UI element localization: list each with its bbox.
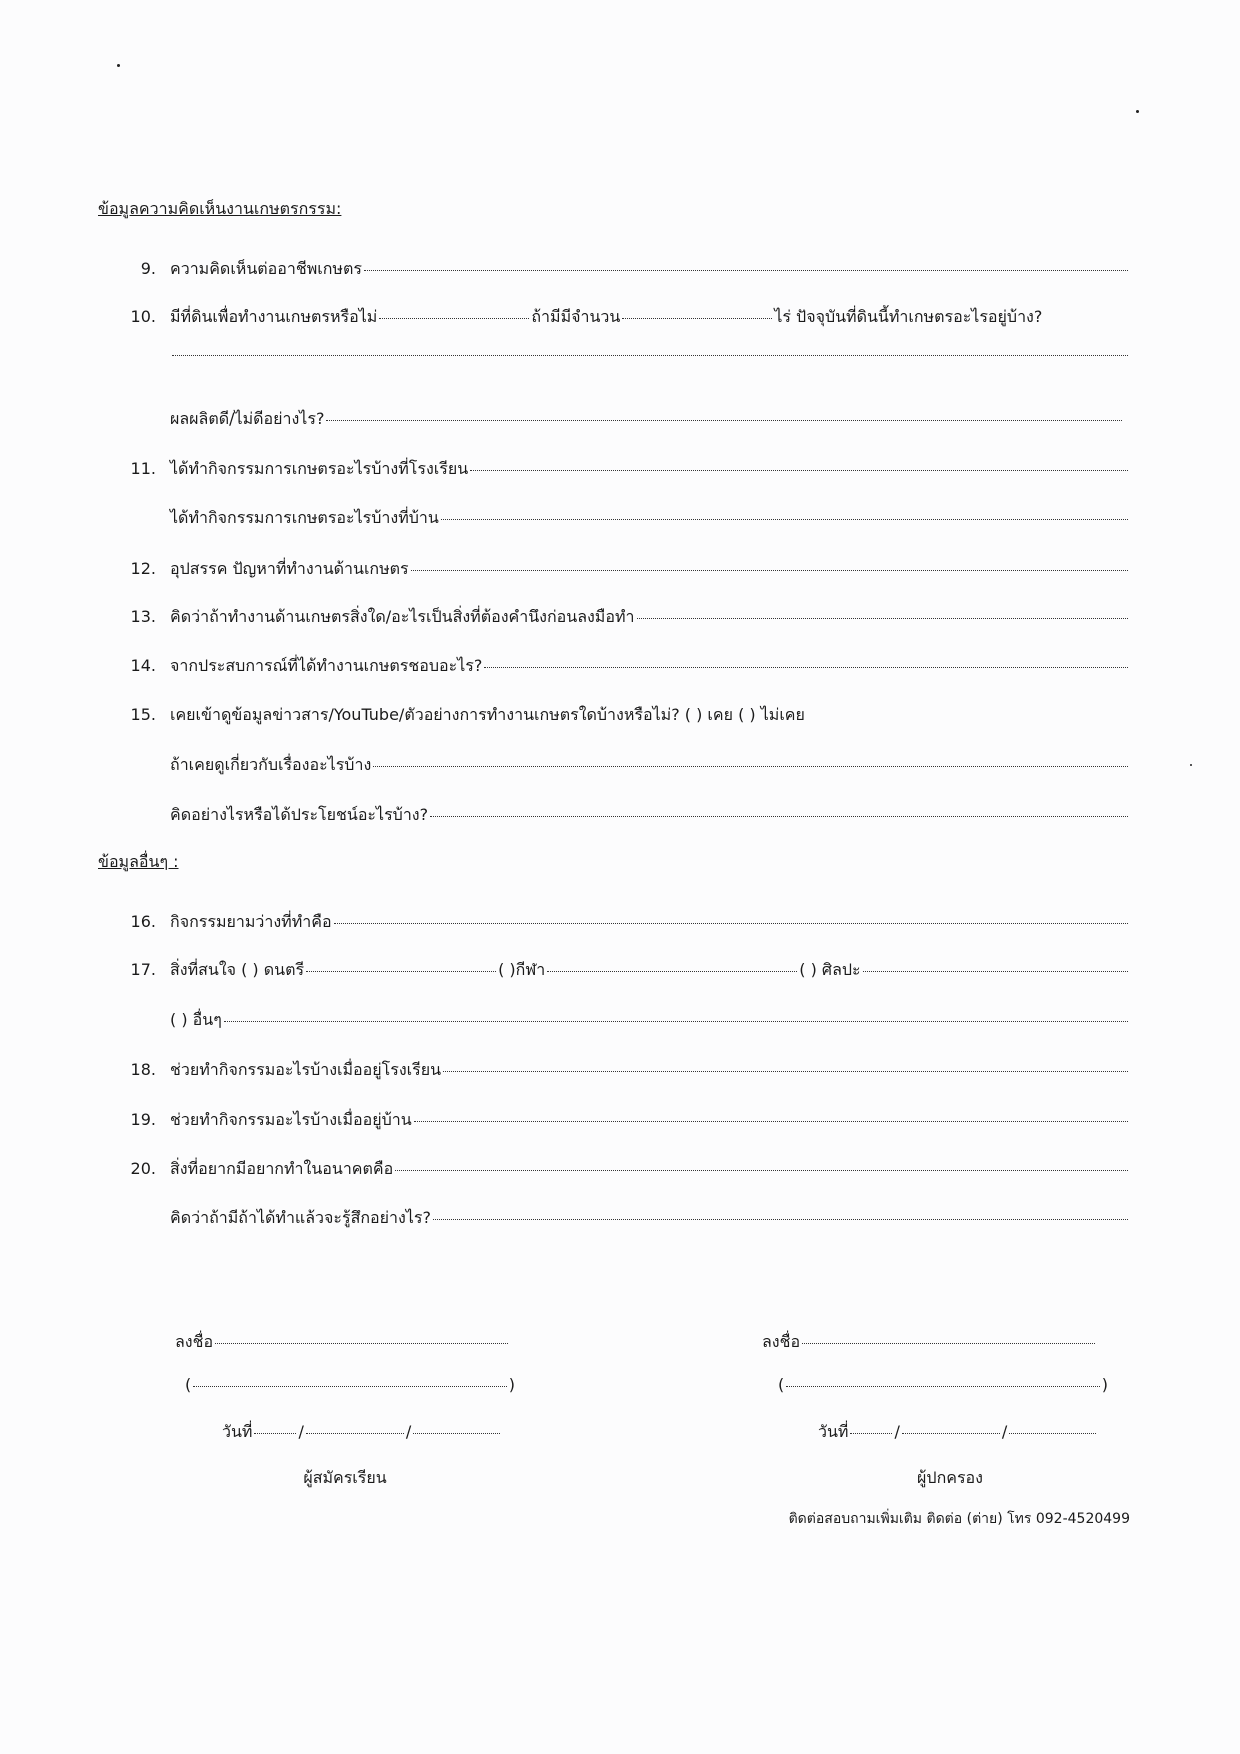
guardian-date-line: [818, 1420, 1098, 1445]
question-text: ไร่ ปัจจุบันที่ดินนี้ทำเกษตรอะไรอยู่บ้าง?: [774, 307, 1043, 326]
answer-line[interactable]: [470, 469, 1128, 471]
month-field[interactable]: [306, 1432, 404, 1434]
question-number: 12.: [130, 559, 156, 578]
question-text: ผลผลิตดี/ไม่ดีอย่างไร?: [170, 409, 325, 428]
section-title-other: ข้อมูลอื่นๆ :: [98, 852, 179, 871]
date-label: วันที่: [222, 1422, 253, 1441]
section-title-agriculture: ข้อมูลความคิดเห็นงานเกษตรกรรม:: [98, 199, 342, 218]
question-14: [118, 654, 1130, 679]
answer-line[interactable]: [622, 317, 772, 319]
answer-line[interactable]: [441, 518, 1128, 520]
question-number: 13.: [130, 607, 156, 626]
question-17-other: [170, 1008, 1130, 1033]
applicant-role: ผู้สมัครเรียน: [303, 1468, 387, 1487]
answer-line[interactable]: [863, 970, 1128, 972]
question-text: ( ) อื่นๆ: [170, 1010, 222, 1029]
question-15-topics: [170, 753, 1130, 778]
date-slash: /: [1001, 1422, 1008, 1441]
answer-line[interactable]: [433, 1218, 1128, 1220]
date-label: วันที่: [818, 1422, 849, 1441]
contact-text: ติดต่อสอบถามเพิ่มเติม ติดต่อ (ต่าย) โทร 092-4520499: [788, 1511, 1130, 1527]
answer-line[interactable]: [373, 765, 1128, 767]
question-text: กิจกรรมยามว่างที่ทำคือ: [170, 912, 332, 931]
question-16: [118, 910, 1130, 935]
question-number: 14.: [130, 656, 156, 675]
question-text: ถ้ามีมีจำนวน: [531, 307, 621, 326]
question-text: ความคิดเห็นต่ออาชีพเกษตร: [170, 259, 362, 278]
date-slash: /: [894, 1422, 900, 1441]
question-11: [118, 457, 1130, 482]
question-text: ถ้าเคยดูเกี่ยวกับเรื่องอะไรบ้าง: [170, 755, 372, 774]
question-18: [118, 1058, 1130, 1083]
scan-speck: [1190, 764, 1192, 766]
question-number: 9.: [140, 259, 156, 278]
guardian-sign-line: [762, 1330, 1097, 1355]
name-field[interactable]: [786, 1385, 1100, 1387]
question-text: อุปสรรค ปัญหาที่ทำงานด้านเกษตร: [170, 559, 409, 578]
year-field[interactable]: [1009, 1432, 1096, 1434]
date-slash: /: [298, 1422, 304, 1441]
open-paren: (: [185, 1375, 192, 1394]
guardian-name-line: [778, 1375, 1108, 1394]
question-13: [118, 605, 1130, 630]
question-number: 17.: [130, 960, 156, 979]
name-field[interactable]: [193, 1385, 507, 1387]
answer-line[interactable]: [430, 815, 1128, 817]
question-text: ได้ทำกิจกรรมการเกษตรอะไรบ้างที่โรงเรียน: [170, 459, 469, 478]
answer-line[interactable]: [224, 1020, 1128, 1022]
guardian-role: ผู้ปกครอง: [917, 1468, 983, 1487]
question-number: 15.: [130, 705, 156, 724]
question-text: ได้ทำกิจกรรมการเกษตรอะไรบ้างที่บ้าน: [170, 508, 439, 527]
question-text: คิดอย่างไรหรือได้ประโยชน์อะไรบ้าง?: [170, 805, 429, 824]
answer-line[interactable]: [637, 617, 1129, 619]
applicant-date-line: [222, 1420, 502, 1445]
applicant-name-line: [185, 1375, 515, 1394]
question-number: 11.: [130, 459, 156, 478]
sign-label: ลงชื่อ: [762, 1332, 801, 1351]
question-15-benefit: [170, 803, 1130, 828]
contact-info: [700, 1508, 1130, 1530]
question-text: ช่วยทำกิจกรรมอะไรบ้างเมื่ออยู่บ้าน: [170, 1110, 412, 1129]
question-text: ( )กีฬา: [498, 960, 546, 979]
question-text: สิ่งที่สนใจ ( ) ดนตรี: [170, 960, 305, 979]
answer-line[interactable]: [395, 1169, 1128, 1171]
question-text: เคยเข้าดูข้อมูลข่าวสาร/YouTube/ตัวอย่างการทำงานเกษตรใดบ้างหรือไม่? ( ) เคย ( ) ไม่เคย: [170, 705, 805, 724]
question-20-feeling: [170, 1206, 1130, 1231]
signature-field[interactable]: [802, 1342, 1095, 1344]
applicant-sign-line: [175, 1330, 510, 1355]
question-number: 10.: [130, 307, 156, 326]
answer-line[interactable]: [547, 970, 797, 972]
answer-line[interactable]: [411, 569, 1128, 571]
question-text: สิ่งที่อยากมีอยากทำในอนาคตคือ: [170, 1159, 394, 1178]
scan-speck: [117, 64, 120, 67]
date-slash: /: [405, 1422, 412, 1441]
question-text: ช่วยทำกิจกรรมอะไรบ้างเมื่ออยู่โรงเรียน: [170, 1060, 442, 1079]
answer-line[interactable]: [364, 269, 1128, 271]
question-10-continuation: [170, 357, 1130, 359]
close-paren: ): [508, 1375, 515, 1394]
month-field[interactable]: [902, 1432, 1000, 1434]
answer-line[interactable]: [326, 419, 1122, 421]
question-9: [118, 257, 1130, 282]
question-text: จากประสบการณ์ที่ได้ทำงานเกษตรชอบอะไร?: [170, 656, 483, 675]
question-11-home: [170, 506, 1130, 531]
question-text: คิดว่าถ้ามีถ้าได้ทำแล้วจะรู้สึกอย่างไร?: [170, 1208, 431, 1227]
question-12: [118, 557, 1130, 582]
day-field[interactable]: [850, 1432, 892, 1434]
answer-line[interactable]: [414, 1120, 1128, 1122]
answer-line[interactable]: [484, 666, 1128, 668]
question-number: 16.: [130, 912, 156, 931]
question-19: [118, 1108, 1130, 1133]
question-10-yield: [170, 407, 1124, 432]
year-field[interactable]: [413, 1432, 500, 1434]
answer-line[interactable]: [379, 317, 529, 319]
answer-line[interactable]: [334, 922, 1128, 924]
close-paren: ): [1101, 1375, 1108, 1394]
scan-speck: [1136, 110, 1139, 113]
answer-line[interactable]: [172, 354, 1128, 356]
question-17: [118, 958, 1130, 983]
question-10: [118, 305, 1130, 330]
question-text: ( ) ศิลปะ: [799, 960, 861, 979]
question-15: [118, 703, 1130, 728]
signature-field[interactable]: [215, 1342, 508, 1344]
question-number: 20.: [130, 1159, 156, 1178]
day-field[interactable]: [254, 1432, 296, 1434]
sign-label: ลงชื่อ: [175, 1332, 214, 1351]
answer-line[interactable]: [443, 1070, 1128, 1072]
answer-line[interactable]: [306, 970, 496, 972]
question-number: 19.: [130, 1110, 156, 1129]
question-text: คิดว่าถ้าทำงานด้านเกษตรสิ่งใด/อะไรเป็นสิ่งที่ต้องคำนึงก่อนลงมือทำ: [170, 607, 635, 626]
question-20: [118, 1157, 1130, 1182]
question-number: 18.: [130, 1060, 156, 1079]
open-paren: (: [778, 1375, 785, 1394]
question-text: มีที่ดินเพื่อทำงานเกษตรหรือไม่: [170, 307, 378, 326]
